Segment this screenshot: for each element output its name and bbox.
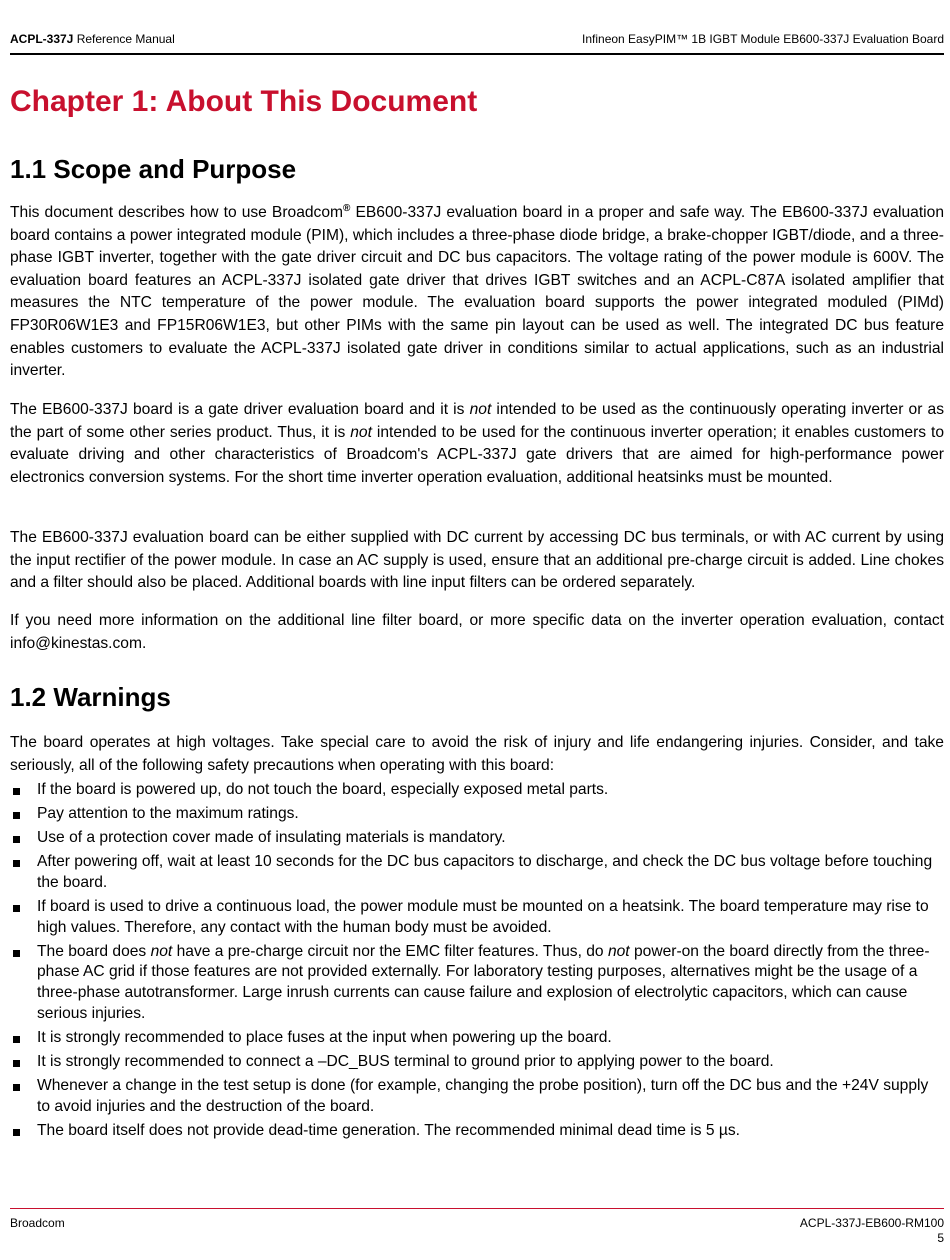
manual-page: [10, 0, 944, 1260]
paragraph-text: EB600-337J evaluation board in a proper and safe way. The EB600-337J evaluation board contains a power integrated module (PIM), which includes a three-phase diode bridge, a brake-chopper IGBT/diode, and a three-phase IGBT inverter, together with the gate driver circuit and DC bus capacitors. The voltage rating of the power module is 600V. The evaluation board features an ACPL-337J isolated gate driver that drives IGBT switches and an ACPL-C87A isolated amplifier that measures the NTC temperature of the power module. The evaluation board supports the power integrated moduled (PIMd) FP30R06W1E3 and FP15R06W1E3, but other PIMs with the same pin layout can be used as well. The integrated DC bus feature enables customers to evaluate the ACPL-337J isolated gate driver in conditions similar to actual applications, such as an industrial inverter.: [10, 204, 944, 380]
footer-divider: [10, 1208, 944, 1209]
section-title-scope: 1.1 Scope and Purpose: [10, 154, 297, 184]
footer-company: Broadcom: [10, 1216, 65, 1230]
paragraph-scope-4: If you need more information on the additional line filter board, or more specific data on the inverter operation evaluation, contact info@kinestas.com.: [10, 612, 944, 652]
warnings-list: [10, 780, 944, 1145]
paragraph-text: intended to be used as the continuously operating inverter or as the part of some other series product. Thus, it is: [10, 401, 945, 441]
paragraph-scope-3: The EB600-337J evaluation board can be either supplied with DC current by accessing DC bus terminals, or with AC current by using the input rectifier of the power module. In case an AC supply is used, ensure that an additional pre-charge circuit is added. Line chokes and a filter should also be placed. Additional boards with line input filters can be ordered separately.: [10, 529, 944, 592]
emphasis-not: not: [469, 401, 492, 418]
paragraph-warnings-intro: The board operates at high voltages. Take special care to avoid the risk of injury and life endangering injuries. Consider, and take seriously, all of the following safety precautions when operating with this board:: [10, 734, 944, 774]
list-item: Whenever a change in the test setup is done (for example, changing the probe position), turn off the DC bus and the +24V supply to avoid injuries and the destruction of the board.: [10, 1076, 944, 1118]
emphasis-not: not: [607, 942, 630, 960]
header-product: ACPL-337J: [10, 32, 74, 46]
list-item: After powering off, wait at least 10 seconds for the DC bus capacitors to discharge, and check the DC bus voltage before touching the board.: [10, 852, 944, 894]
list-item: Pay attention to the maximum ratings.: [10, 804, 944, 825]
list-item: It is strongly recommended to place fuses at the input when powering up the board.: [10, 1028, 944, 1049]
list-item-text: The board does: [37, 942, 151, 960]
section-title-warnings: 1.2 Warnings: [10, 682, 171, 712]
emphasis-not: not: [350, 423, 372, 441]
page-number: 5: [937, 1231, 944, 1245]
list-item: Use of a protection cover made of insulating materials is mandatory.: [10, 828, 944, 849]
list-item-text: power-on the board directly from the three-phase AC grid if those features are not provided externally. For laboratory testing purposes, alternatives might be the usage of a three-phase autotransformer. Large inrush currents can cause failure and explosion of electrolytic capacitors, which can cause serious injuries.: [37, 942, 930, 1022]
registered-mark: ®: [343, 202, 351, 214]
paragraph-text: This document describes how to use Broadcom: [10, 204, 344, 221]
list-item: If the board is powered up, do not touch the board, especially exposed metal parts.: [10, 780, 944, 801]
paragraph-text: intended to be used for the continuous inverter operation; it enables customers to evaluate driving and other characteristics of Broadcom's ACPL-337J gate drivers that are aimed for high-performance power electronics conversion systems. For the short time inverter operation evaluation, additional heatsinks must be mounted.: [10, 423, 944, 486]
footer-doc-id: ACPL-337J-EB600-RM100: [799, 1216, 944, 1230]
list-item: It is strongly recommended to connect a –DC_BUS terminal to ground prior to applying power to the board.: [10, 1052, 944, 1073]
list-item: [10, 942, 944, 1025]
list-item-text: have a pre-charge circuit nor the EMC filter features. Thus, do: [172, 942, 608, 960]
header-doc-type: Reference Manual: [76, 32, 175, 46]
emphasis-not: not: [150, 942, 173, 960]
paragraph-text: The EB600-337J board is a gate driver evaluation board and it is: [10, 401, 470, 418]
paragraph-scope-1: [10, 202, 944, 383]
header-board-title: Infineon EasyPIM™ 1B IGBT Module EB600-337J Evaluation Board: [582, 32, 944, 46]
footer-doc-info: [800, 1216, 944, 1246]
chapter-title: Chapter 1: About This Document: [10, 85, 478, 118]
list-item: The board itself does not provide dead-time generation. The recommended minimal dead time is 5 µs.: [10, 1121, 944, 1142]
header-doc-title: [10, 31, 175, 47]
list-item: If board is used to drive a continuous load, the power module must be mounted on a heatsink. The board temperature may rise to high values. Therefore, any contact with the human body must be avoided.: [10, 897, 944, 939]
page-header: [10, 31, 944, 55]
paragraph-scope-2: [10, 399, 944, 489]
